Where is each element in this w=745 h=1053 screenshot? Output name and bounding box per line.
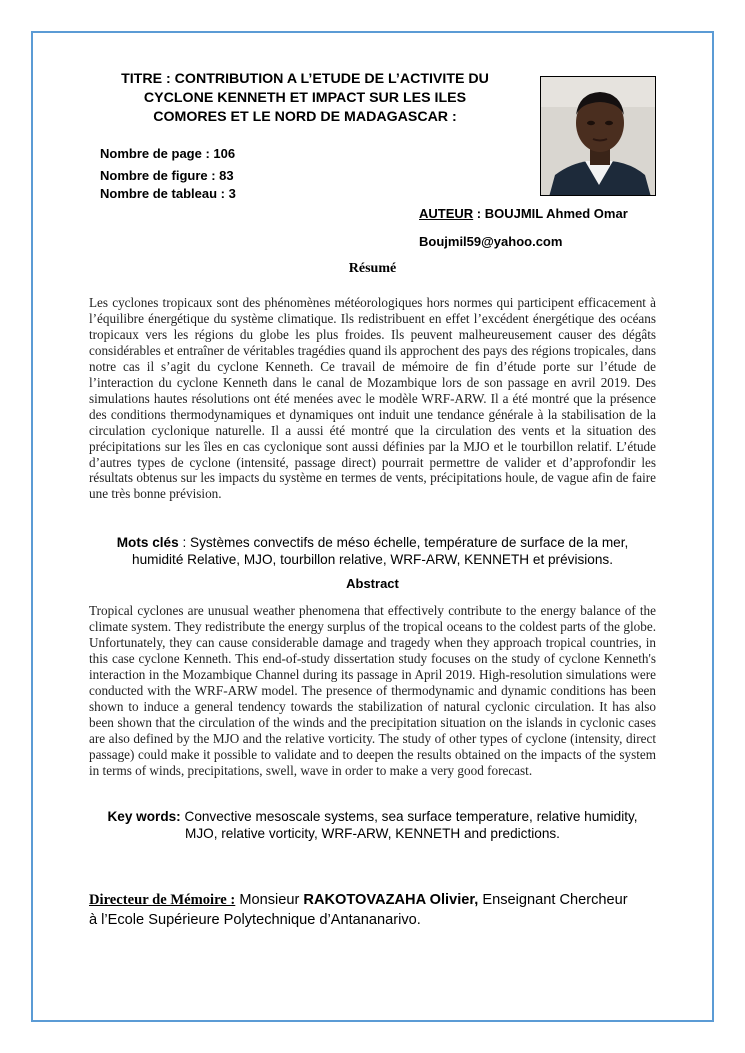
page-count: Nombre de page : 106 [100,146,236,161]
abstract-heading: Abstract [346,576,399,591]
resume-text: Les cyclones tropicaux sont des phénomènes météorologiques hors normes qui participent efficacement à l’équilibre énergétique du système climatique. Ils redistribuent en effet l’excédent énergétique des océans tropicaux vers les régions du globe les plus froides. Ils peuvent malheureusement causer des dégâts considérables et entraîner de véritables tragédies quand ils approchent des pays des régions tropicales, dans notre cas il s’agit du cyclone Kenneth. Ce travail de mémoire de fin d’étude porte sur l’étude de l’interaction du cyclone Kenneth dans le canal de Mozambique lors de son passage en avril 2019. Des simulations hautes résolutions ont été menées avec le modèle WRF-ARW. Il a été montré que la présence des conditions thermodynamiques et dynamiques ont induit une tendance générale à la stabilisation de la circulation cyclonique naturelle. Il a aussi été montré que la circulation des vents et la situation des précipitations sur les îles en cas cyclonique sont aussi définies par la MJO et le tourbillon relatif. L’étude d’autres types de cyclone (intensité, passage direct) pourrait permettre de valider et d’approfondir les résultats obtenus sur les impacts du système en termes de vents, précipitations houle, de vague afin de faire une très bonne prévision. [89,295,656,502]
key-words [89,808,656,842]
title-line: COMORES ET LE NORD DE MADAGASCAR : [153,109,457,125]
director-line2: à l’Ecole Supérieure Polytechnique d’Antananarivo. [89,912,421,928]
director-prefix: Monsieur [235,892,304,908]
author-label: AUTEUR [419,206,474,221]
director-block [89,890,659,930]
director-name: RAKOTOVAZAHA Olivier, [303,892,479,908]
author-name: : BOUJMIL Ahmed Omar [473,206,628,221]
author-photo [540,76,656,196]
resume-heading: Résumé [348,261,397,276]
mots-cles-line1: : Systèmes convectifs de méso échelle, température de surface de la mer, [178,535,629,550]
figure-count: Nombre de figure : 83 [100,168,234,183]
title-line: CYCLONE KENNETH ET IMPACT SUR LES ILES [143,90,467,106]
director-suffix: Enseignant Chercheur [478,892,628,908]
director-label: Directeur de Mémoire : [89,892,236,908]
author-email: Boujmil59@yahoo.com [419,234,563,249]
mots-cles-label: Mots clés [116,535,179,550]
key-words-label: Key words: [107,809,181,824]
key-words-line2: MJO, relative vorticity, WRF-ARW, KENNETH and predictions. [185,826,560,841]
mots-cles [89,534,656,568]
author-line [419,206,628,221]
table-count: Nombre de tableau : 3 [100,186,236,201]
mots-cles-line2: humidité Relative, MJO, tourbillon relative, WRF-ARW, KENNETH et prévisions. [132,552,613,567]
key-words-line1: Convective mesoscale systems, sea surface temperature, relative humidity, [180,809,638,824]
abstract-text: Tropical cyclones are unusual weather phenomena that effectively contribute to the energy balance of the climate system. They redistribute the energy surplus of the tropical oceans to the coldest parts of the globe. Unfortunately, they can cause considerable damage and tragedy when they approach tropical countries, in this case cyclone Kenneth. This end-of-study dissertation study focuses on the study of cyclone Kenneth's interaction in the Mozambique Channel during its passage in April 2019. High-resolution simulations were conducted with the WRF-ARW model. The presence of thermodynamic and dynamic conditions has been shown to induce a general tendency towards the stabilization of natural cyclonic circulation. It has also been shown that the circulation of the winds and the precipitation situation on the islands in cyclonic cases are also defined by the MJO and the relative vorticity. The study of other types of cyclone (intensity, direct passage) could make it possible to validate and to deepen the results obtained on the impacts of the system in terms of winds, precipitations, swell, wave in order to make a very good forecast. [89,603,656,778]
title-line: TITRE : CONTRIBUTION A L’ETUDE DE L’ACTIVITE DU [121,71,489,87]
document-title [100,70,510,127]
